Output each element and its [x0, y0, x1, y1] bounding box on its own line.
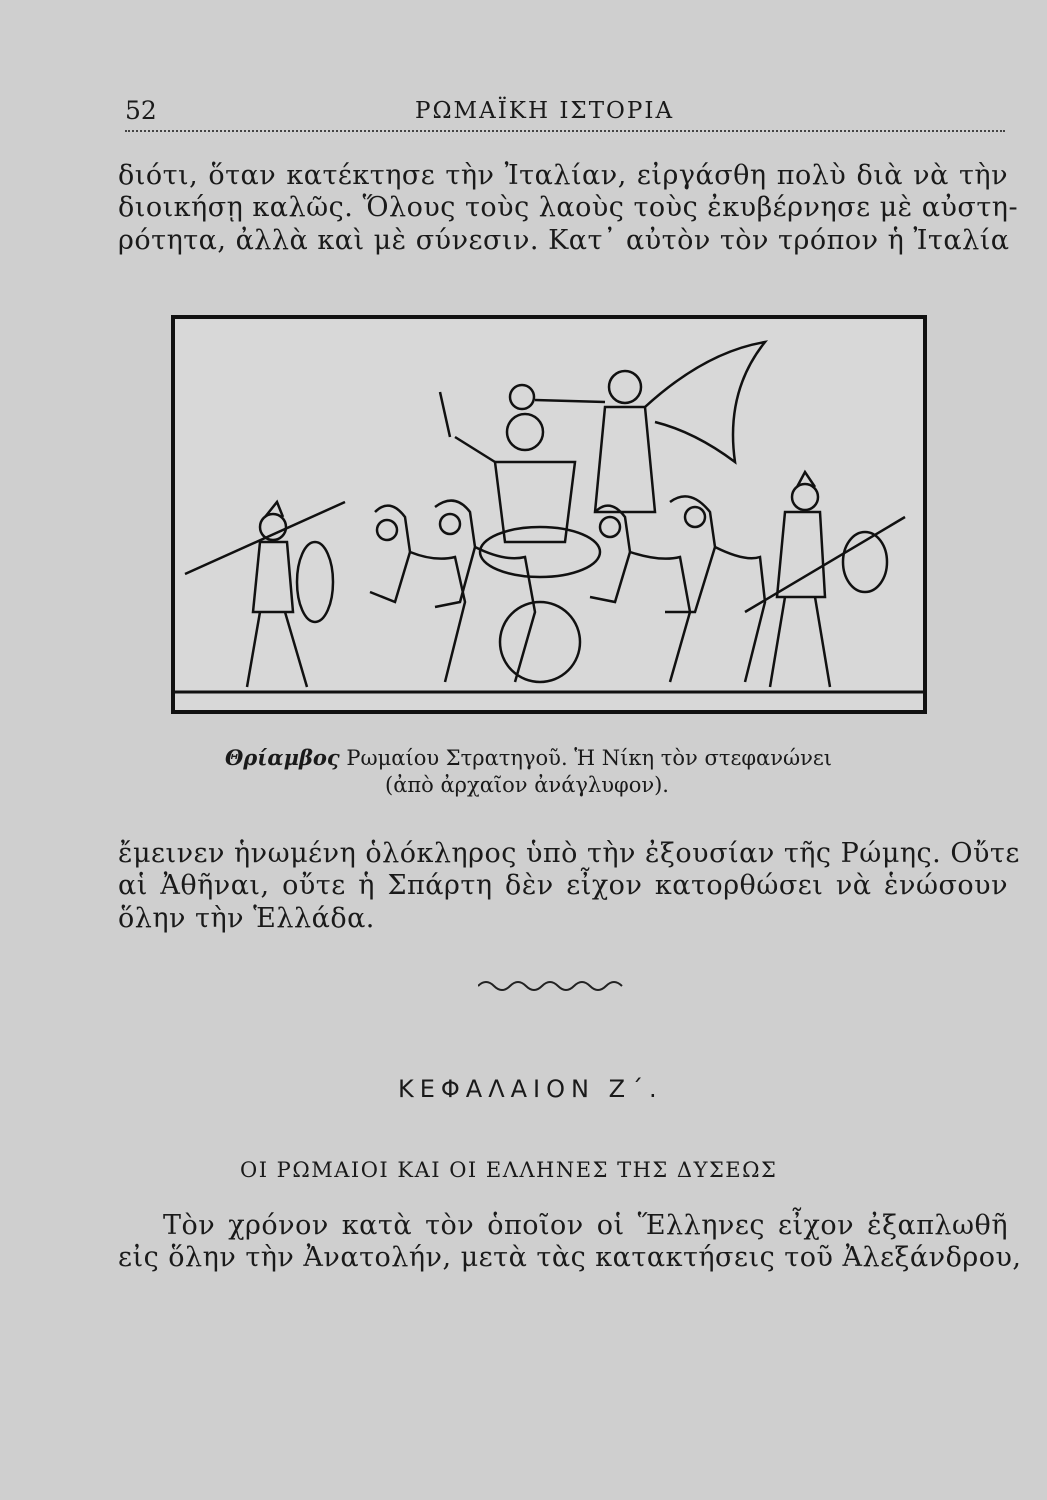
caption-text: Ρωμαίου Στρατηγοῦ. Ἡ Νίκη τὸν στεφανώνει: [346, 746, 832, 770]
text-line: αἱ Ἀθῆναι, οὔτε ἡ Σπάρτη δὲν εἶχον κατορθώσει νὰ ἑνώσουν: [118, 870, 1008, 902]
chapter-label: ΚΕΦΑΛΑΙΟΝ Ζ΄.: [398, 1075, 663, 1103]
paragraph-1: [118, 160, 1019, 257]
figure-caption: [225, 744, 925, 800]
caption-line-1: [225, 744, 925, 772]
page-number: 52: [125, 96, 157, 125]
text-line: Τὸν χρόνον κατὰ τὸν ὁποῖον οἱ Ἕλληνες εἶχον ἐξαπλωθῆ: [163, 1210, 1008, 1241]
caption-title: Θρίαμβος: [225, 745, 340, 770]
paragraph-2: [118, 838, 1020, 935]
header-rule: [125, 130, 1005, 132]
text-line: ἔμεινεν ἡνωμένη ὁλόκληρος ὑπὸ τὴν ἐξουσίαν τῆς Ρώμης. Οὔτε: [118, 838, 1020, 869]
text-line: εἰς ὅλην τὴν Ἀνατολήν, μετὰ τὰς κατακτήσεις τοῦ Ἀλεξάνδρου,: [118, 1242, 1022, 1274]
chapter-title: ΟΙ ΡΩΜΑΙΟΙ ΚΑΙ ΟΙ ΕΛΛΗΝΕΣ ΤΗΣ ΔΥΣΕΩΣ: [240, 1158, 778, 1182]
text-line: διότι, ὅταν κατέκτησε τὴν Ἰταλίαν, εἰργάσθη πολὺ διὰ νὰ τὴν: [118, 160, 1008, 191]
ornament-divider: [478, 976, 628, 996]
running-title: ΡΩΜΑΪΚΗ ΙΣΤΟΡΙΑ: [415, 98, 675, 124]
text-line: διοικήσῃ καλῶς. Ὅλους τοὺς λαοὺς τοὺς ἐκυβέρνησε μὲ αὐστη-: [118, 192, 1019, 224]
running-head: [125, 96, 1005, 136]
paragraph-3: [118, 1210, 1022, 1275]
triumph-relief-illustration: [165, 312, 933, 717]
text-line: ρότητα, ἀλλὰ καὶ μὲ σύνεσιν. Κατ᾽ αὐτὸν τὸν τρόπον ἡ Ἰταλία: [118, 224, 1010, 256]
caption-line-2: (ἀπὸ ἀρχαῖον ἀνάγλυφον).: [385, 773, 669, 798]
text-line: ὅλην τὴν Ἑλλάδα.: [118, 902, 375, 934]
